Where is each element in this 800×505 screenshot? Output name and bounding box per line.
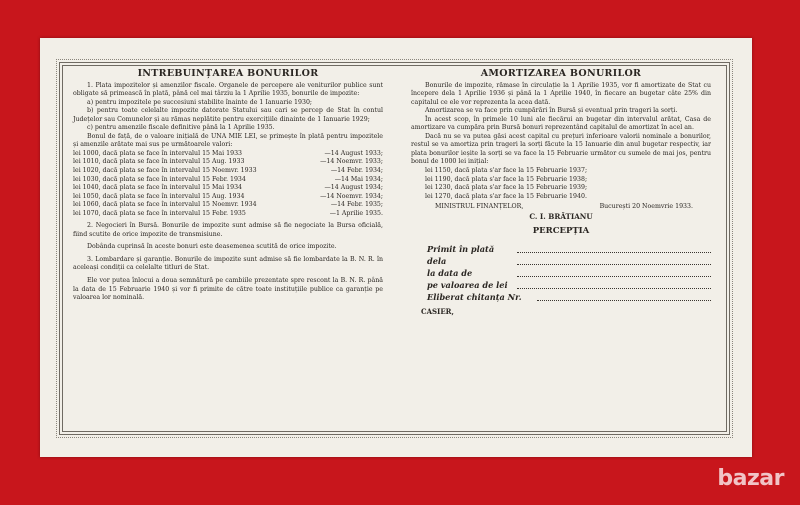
rate-end: —14 August 1933; [324,149,383,157]
minister-name: C. I. BRĂTIANU [529,211,593,221]
rate-row [73,176,383,185]
rate-text: lei 1040, dacă plata se face în intervalul 15 Mai 1934 [73,184,243,192]
draw-table [425,167,711,201]
rate-end: —14 Noemvr. 1934; [320,192,383,200]
rate-row [73,210,383,219]
para-c: c) pentru amenzile fiscale definitive până la 1 Aprilie 1935. [87,124,275,132]
rate-end: —14 Mai 1934; [334,175,383,183]
fill-line [537,292,711,301]
draw-row: lei 1230, dacă plata s'ar face la 15 Februarie 1939; [425,184,588,192]
watermark-text: bazar [717,466,784,491]
rate-end: —14 Febr. 1935; [330,201,383,209]
para-cumparari: Amortizarea se va face prin cumpărări în Bursă și eventual prin trageri la sorți. [425,107,678,115]
field-label: pe valoarea de lei [427,280,508,291]
field-label: la data de [427,268,473,279]
para-plata: 1. Plata impozitelor și amenzilor fiscale. Organele de percepere ale veniturilor publice sunt obligate să primească în plată, până cel mai târziu la 1 Aprilie 1935, bonurile de impozite: [73,81,383,98]
rate-end: —14 August 1934; [324,184,383,192]
rate-end: —14 Noemvr. 1933; [320,158,383,166]
rate-end: —1 Aprilie 1935. [329,209,383,217]
rate-row [73,150,383,159]
para-a: a) pentru impozitele pe succesiuni stabilite înainte de 1 Ianuarie 1930; [87,98,313,106]
para-bursa: 2. Negocieri în Bursă. Bonurile de impozite sunt admise să fie negociate la Bursa oficială, fiind scutite de orice impozite de transmisiune. [73,222,383,238]
ministry-label: MINISTRUL FINANȚELOR, [435,203,524,211]
rate-table [73,150,383,218]
signature-row [411,203,711,212]
rate-row [73,158,383,167]
fill-line [517,268,711,277]
rate-text: lei 1060, dacă plata se face în intervalul 15 Noemvr. 1934 [73,201,257,209]
rate-row [73,201,383,210]
rate-row [73,184,383,193]
ornamental-border [59,62,730,435]
fill-line [517,256,711,265]
field-label: Eliberat chitanța Nr. [427,292,522,303]
field-label: Primit în plată [427,244,495,255]
para-amortizare: Bonurile de impozite, rămase în circulație la 1 Aprilie 1935, vor fi amortizate de Stat cu începere dela 1 Aprilie 1936 și până la 1 Aprilie 1940, în fiecare an bugetar câte 25% din capitalul ce ele vor reprezenta la acea dată. [411,81,711,106]
para-lombardare: 3. Lombardare și garanție. Bonurile de impozite sunt admise să fie lombardate la B. N. R. în aceleași condiții ca celelalte titluri de Stat. [73,255,383,272]
para-trageri: Dacă nu se va putea găsi acest capital cu prețuri inferioare valorii nominale a bonurilor, restul se va amortiza prin trageri la sorți făcute la 15 Ianuarie din anul bugetar respectiv, iar plata bonurilor ieșite la sorți se va face la 15 Februarie următor cu sumele de mai jos, pentru bonul de 1000 lei inițial: [411,132,711,166]
rate-text: lei 1000, dacă plata se face în intervalul 15 Mai 1933 [73,149,243,157]
place-date: București 20 Noemvrie 1933. [599,203,693,211]
fill-line [517,280,711,289]
fill-line [517,244,711,253]
draw-row: lei 1270, dacă plata s'ar face la 15 Februarie 1940. [425,192,587,200]
rate-row [73,193,383,202]
field-dela [427,254,711,266]
field-valoare [427,278,711,290]
perceptia-title: PERCEPȚIA [532,226,590,237]
field-chitanta [427,290,711,302]
field-data [427,266,711,278]
left-title: INTREBUINȚAREA BONURILOR [137,68,319,79]
para-cambii: Ele vor putea înlocui a doua semnătură pe cambiile prezentate spre rescont la B. N. R. până la data de 15 Februarie 1940 și vor fi primite de către toate instituțiile publice ca garanție pe valoarea lor nominală. [73,277,383,302]
right-title: AMORTIZAREA BONURILOR [480,68,642,79]
field-label: dela [427,256,447,267]
rate-text: lei 1050, dacă plata se face în intervalul 15 Aug. 1934 [73,192,245,200]
right-column [411,70,711,316]
bazar-watermark [717,466,784,491]
left-column [73,70,383,303]
rate-text: lei 1070, dacă plata se face în intervalul 15 Febr. 1935 [73,209,246,217]
para-b: b) pentru toate celelalte impozite datorate Statului sau cari se percep de Stat în contul Județelor sau Comunelor și au rămas neplătite pentru exercițiile dinainte de 1 Ianuarie 1929; [73,107,383,123]
rate-end: —14 Febr. 1934; [330,167,383,175]
casier-label: CASIER, [421,306,454,316]
bond-document [40,38,752,457]
draw-row: lei 1150, dacă plata s'ar face la 15 Februarie 1937; [425,167,588,175]
rate-row [73,167,383,176]
rate-text: lei 1020, dacă plata se face în intervalul 15 Noemvr. 1933 [73,167,257,175]
draw-row: lei 1190, dacă plata s'ar face la 15 Februarie 1938; [425,175,588,183]
para-scop: În acest scop, în primele 10 luni ale fiecărui an bugetar din intervalul arătat, Casa de amortizare va cumpăra prin Bursă bonuri reprezentând capitalul de amortizat în acel an. [411,115,711,132]
rate-text: lei 1010, dacă plata se face în intervalul 15 Aug. 1933 [73,158,245,166]
perceptia-section [411,227,711,316]
rate-text: lei 1030, dacă plata se face în intervalul 15 Febr. 1934 [73,175,246,183]
field-primit [427,242,711,254]
para-bon: Bonul de față, de o valoare inițială de UNA MIE LEI, se primește în plată pentru impozitele și amenzile arătate mai sus pe următoarele valori: [73,132,383,149]
para-dobanda: Dobânda cuprinsă în aceste bonuri este deasemenea scutită de orice impozite. [87,243,337,251]
